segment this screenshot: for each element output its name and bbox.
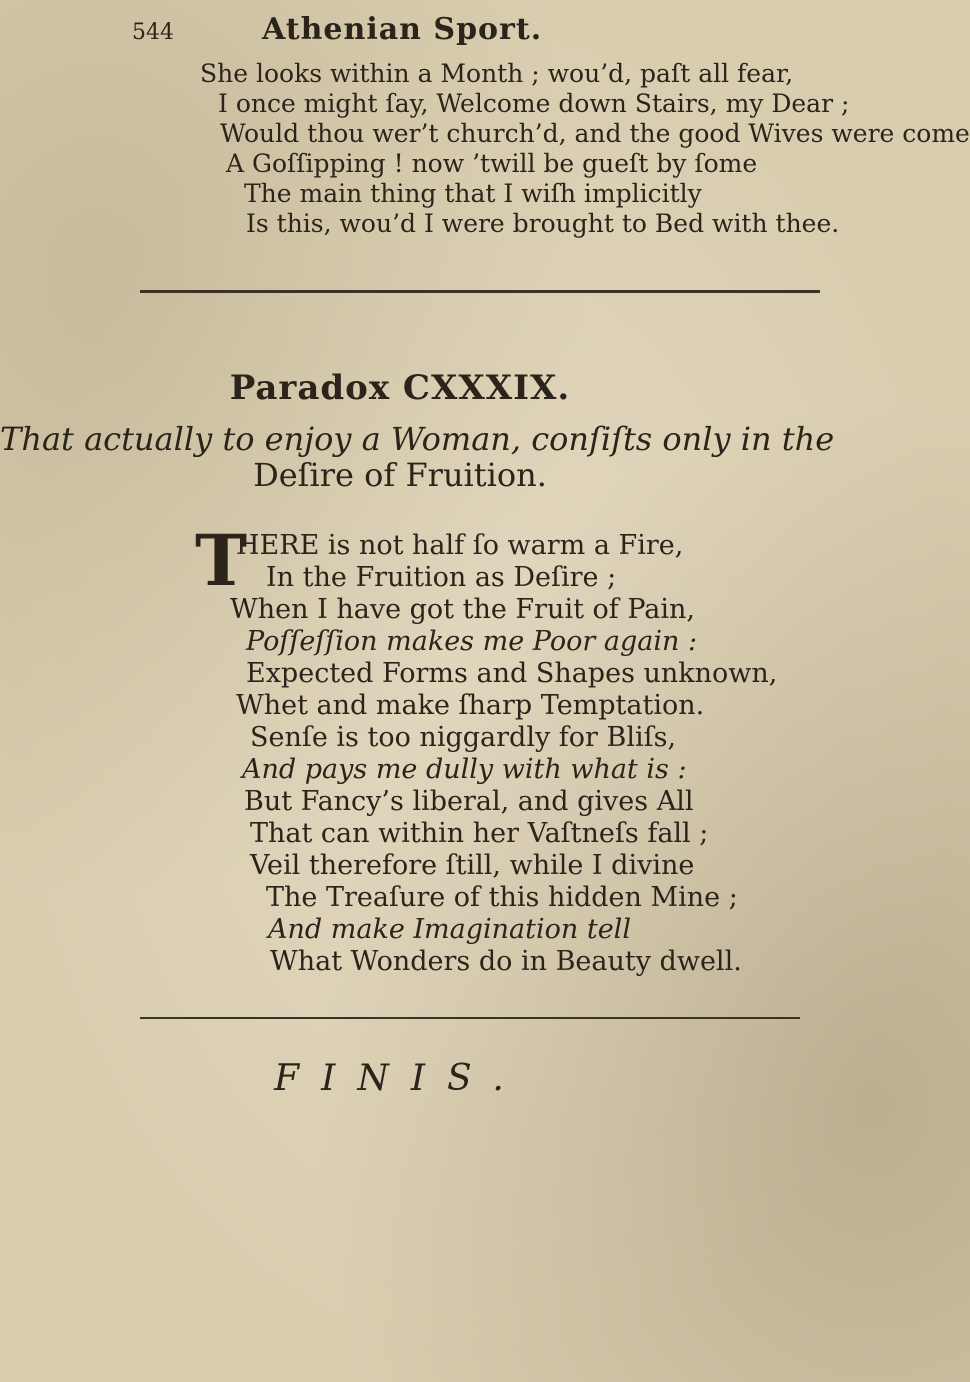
paradox-subtitle-line1: That actually to enjoy a Woman, conſiſts only in the	[0, 420, 835, 458]
poem-line: Senſe is too niggardly for Bliſs,	[250, 722, 677, 753]
poem-line: That can within her Vaſtneſs fall ;	[250, 818, 709, 849]
running-head: Athenian Sport.	[262, 12, 543, 47]
poem-line: And pays me dully with what is :	[242, 754, 687, 785]
poem-line: The Treaſure of this hidden Mine ;	[266, 882, 738, 913]
verse-line: Is this, wou’d I were brought to Bed with thee.	[246, 209, 840, 238]
poem-line: Veil therefore ſtill, while I divine	[250, 850, 695, 881]
verse-line: A Goſſipping ! now ’twill be gueſt by ſome	[226, 149, 758, 178]
verse-line: The main thing that I wiſh implicitly	[244, 179, 702, 208]
poem-line: In the Fruition as Deſire ;	[266, 562, 617, 593]
verse-line: Would thou wer’t church’d, and the good Wives were come	[220, 119, 970, 148]
verse-line: She looks within a Month ; wou’d, paſt all fear,	[200, 59, 794, 88]
poem-line: When I have got the Fruit of Pain,	[230, 594, 695, 625]
page-header	[0, 8, 800, 48]
paradox-subtitle-line2: Deſire of Fruition.	[253, 456, 547, 494]
poem-line: HERE is not half ſo warm a Fire,	[236, 530, 684, 561]
poem-line: Poſſeſſion makes me Poor again :	[246, 626, 698, 657]
finis-text: FINIS.	[274, 1058, 526, 1099]
divider-rule-bottom	[140, 1017, 800, 1019]
drop-cap: T	[195, 519, 248, 602]
poem-line: Expected Forms and Shapes unknown,	[246, 658, 778, 689]
paradox-heading: Paradox CXXXIX.	[229, 368, 571, 408]
verse-line: I once might ſay, Welcome down Stairs, my Dear ;	[218, 89, 850, 118]
poem-line: What Wonders do in Beauty dwell.	[270, 946, 742, 977]
divider-rule	[140, 290, 820, 293]
poem-line: Whet and make ſharp Temptation.	[236, 690, 705, 721]
poem-line: And make Imagination tell	[268, 914, 631, 945]
poem-line: But Fancy’s liberal, and gives All	[244, 786, 694, 817]
page-number: 544	[132, 20, 174, 45]
